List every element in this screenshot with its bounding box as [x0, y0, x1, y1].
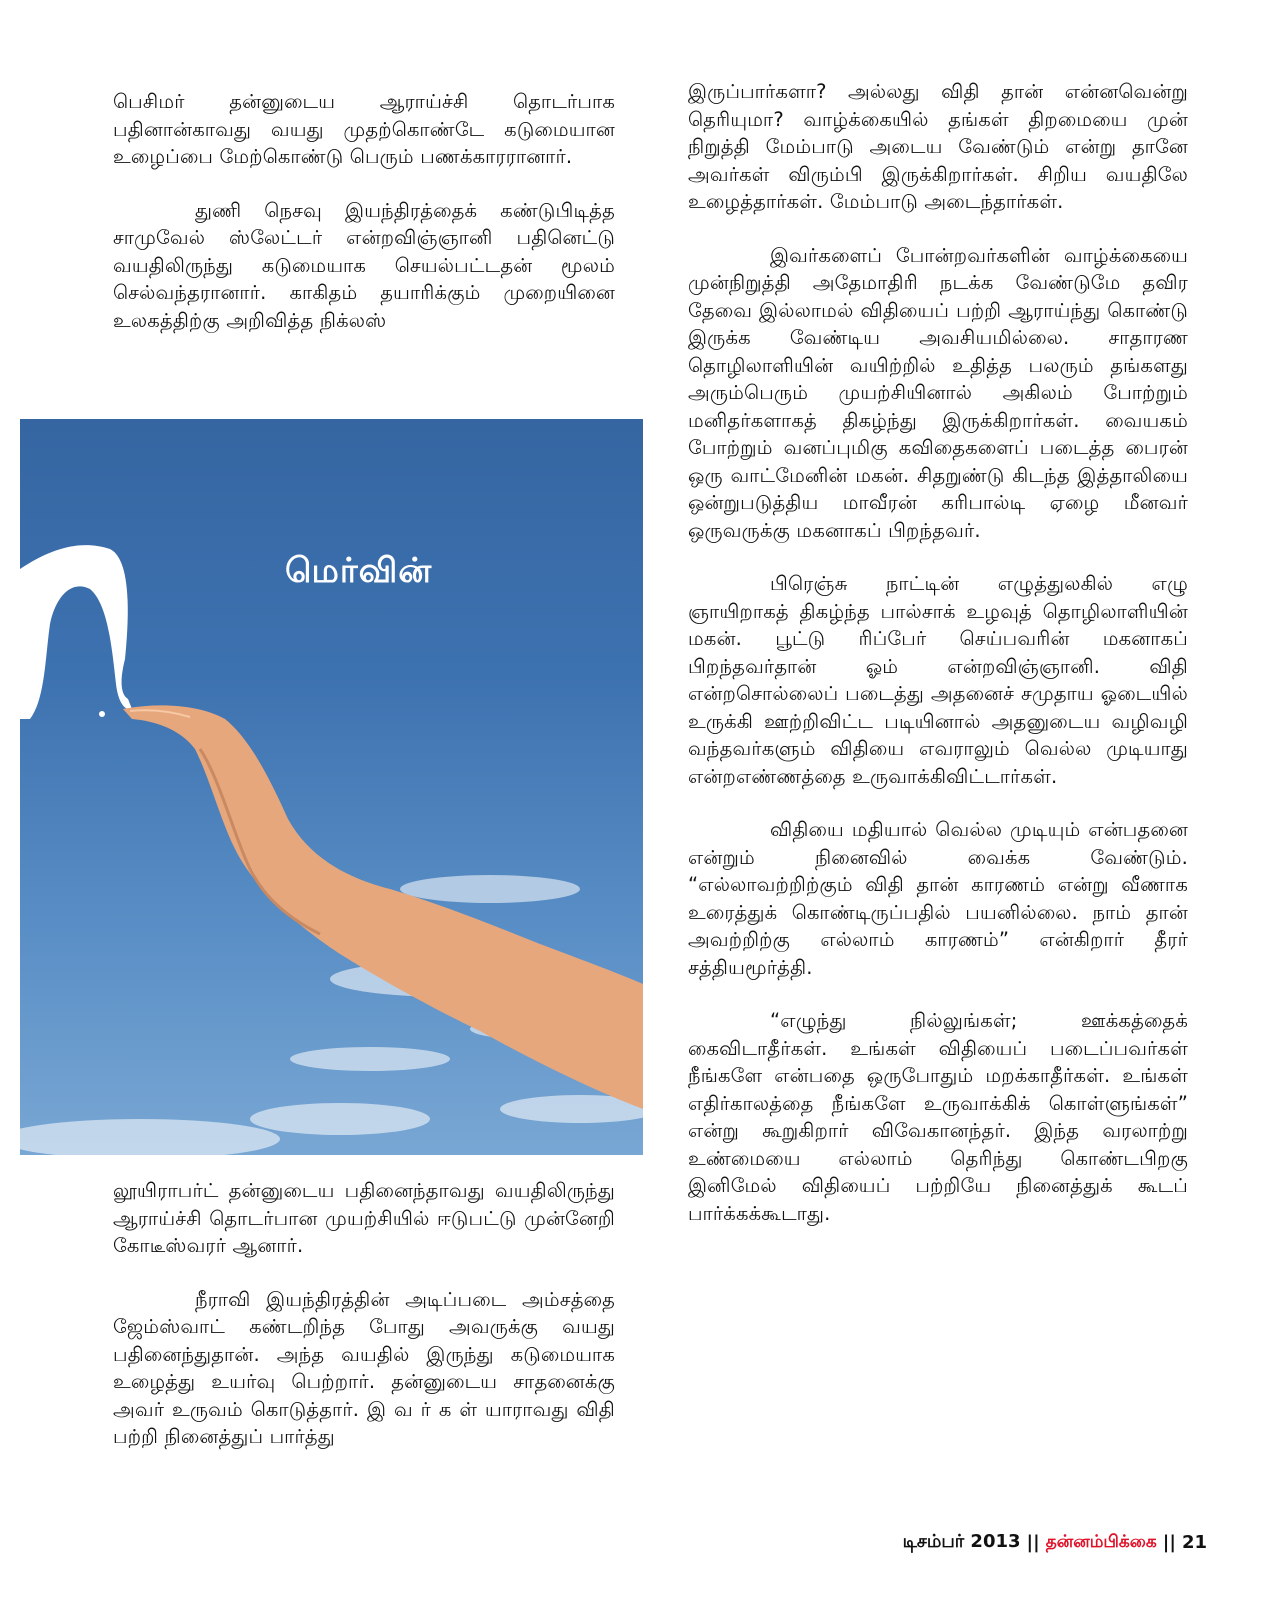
- paragraph-james-watt: நீராவி இயந்திரத்தின் அடிப்படை அம்சத்தை ஜேம்ஸ்வாட் கண்டறிந்த போது அவருக்கு வயது பதினைந்துதான். அந்த வயதில் இருந்து கடுமையாக உழைத்து உயர்வு பெற்றார். தன்னுடைய சாதனைக்கு அவர் உருவம் கொடுத்தார். இ வ ர் க ள் யாராவது விதி பற்றி நினைத்துப் பார்த்து: [113, 1287, 615, 1448]
- page-footer: [903, 1530, 1207, 1554]
- paragraph-sathyamurthy-quote: விதியை மதியால் வெல்ல முடியும் என்பதனை என்றும் நினைவில் வைக்க வேண்டும். “எல்லாவற்றிற்கும் விதி தான் காரணம் என்று வீணாக உரைத்துக் கொண்டிருப்பதில் பயனில்லை. நாம் தான் அவற்றிற்கு எல்லாம் காரணம்” என்கிறார் தீரர் சத்தியமூர்த்தி.: [688, 818, 1188, 979]
- magazine-name: தன்னம்பிக்கை: [1045, 1532, 1157, 1552]
- right-column: [688, 78, 1188, 1227]
- left-column-bottom: [113, 1177, 615, 1451]
- page-number: 21: [1181, 1531, 1207, 1553]
- paragraph-balzac: பிரெஞ்சு நாட்டின் எழுத்துலகில் எழு ஞாயிறாகத் திகழ்ந்த பால்சாக் உழவுத் தொழிலாளியின் மகன். பூட்டு ரிப்பேர் செய்பவரின் மகனாகப் பிறந்தவர்தான் ஓம் என்றவிஞ்ஞானி. விதி என்றசொல்லைப் படைத்து அதனைச் சமுதாய ஓடையில் உருக்கி ஊற்றிவிட்ட படியினால் அதனுடைய வழிவழி வந்தவர்களும் விதியை எவராலும் வெல்ல முடியாது என்றஎண்ணத்தை உருவாக்கிவிட்டார்கள்.: [688, 572, 1188, 788]
- paragraph-bessemer: பெசிமர் தன்னுடைய ஆராய்ச்சி தொடர்பாக பதினான்காவது வயது முதற்கொண்டே கடுமையான உழைப்பை மேற்கொண்டு பெரும் பணக்காரரானார்.: [113, 90, 615, 168]
- issue-date: டிசம்பர் 2013: [902, 1530, 1021, 1552]
- paragraph-slater: துணி நெசவு இயந்திரத்தைக் கண்டுபிடித்த சாமுவேல் ஸ்லேட்டர் என்றவிஞ்ஞானி பதினெட்டு வயதிலிருந்து கடுமையாக செயல்பட்டதன் மூலம் செல்வந்தரானார். காகிதம் தயாரிக்கும் முறையினை உலகத்திற்கு அறிவித்த நிக்லஸ்: [113, 198, 615, 332]
- magazine-logo: [1046, 1530, 1157, 1554]
- footer-separator-2: ||: [1162, 1531, 1176, 1553]
- paragraph-continuation: இருப்பார்களா? அல்லது விதி தான் என்னவென்று தெரியுமா? வாழ்க்கையில் தங்கள் திறமையை முன் நிறுத்தி மேம்பாடு அடைய வேண்டும் என்று தானே அவர்கள் விரும்பி இருக்கிறார்கள். சிறிய வயதிலே உழைத்தார்கள். மேம்பாடு அடைந்தார்கள்.: [688, 80, 1188, 213]
- author-name: மெர்வின்: [285, 551, 433, 591]
- left-column-top: [113, 88, 615, 334]
- hand-sky-illustration: [20, 419, 643, 1155]
- paragraph-vivekananda-quote: “எழுந்து நில்லுங்கள்; ஊக்கத்தைக் கைவிடாதீர்கள். உங்கள் விதியைப் படைப்பவர்கள் நீங்களே என்பதை ஒருபோதும் மறக்காதீர்கள். உங்கள் எதிர்காலத்தை நீங்களே உருவாக்கிக் கொள்ளுங்கள்” என்று கூறுகிறார் விவேகானந்தர். இந்த வரலாற்று உண்மையை எல்லாம் தெரிந்து கொண்டபிறகு இனிமேல் விதியைப் பற்றியே நினைத்துக் கூடப் பார்க்கக்கூடாது.: [688, 1009, 1188, 1225]
- paragraph-louis-robert: லூயிராபர்ட் தன்னுடைய பதினைந்தாவது வயதிலிருந்து ஆராய்ச்சி தொடர்பான முயற்சியில் ஈடுபட்டு முன்னேறி கோடீஸ்வரர் ஆனார்.: [113, 1179, 615, 1257]
- article-photo: [20, 419, 643, 1155]
- paragraph-examples: இவர்களைப் போன்றவர்களின் வாழ்க்கையை முன்நிறுத்தி அதேமாதிரி நடக்க வேண்டுமே தவிர தேவை இல்லாமல் விதியைப் பற்றி ஆராய்ந்து கொண்டு இருக்க வேண்டிய அவசியமில்லை. சாதாரண தொழிலாளியின் வயிற்றில் உதித்த பலரும் தங்களது அரும்பெரும் முயற்சியினால் அகிலம் போற்றும் மனிதர்களாகத் திகழ்ந்து இருக்கிறார்கள். வையகம் போற்றும் வனப்புமிகு கவிதைகளைப் படைத்த பைரன் ஒரு வாட்மேனின் மகன். சிதறுண்டு கிடந்த இத்தாலியை ஒன்றுபடுத்திய மாவீரன் கரிபால்டி ஏழை மீனவர் ஒருவருக்கு மகனாகப் பிறந்தவர்.: [688, 243, 1188, 542]
- footer-separator: ||: [1026, 1531, 1040, 1553]
